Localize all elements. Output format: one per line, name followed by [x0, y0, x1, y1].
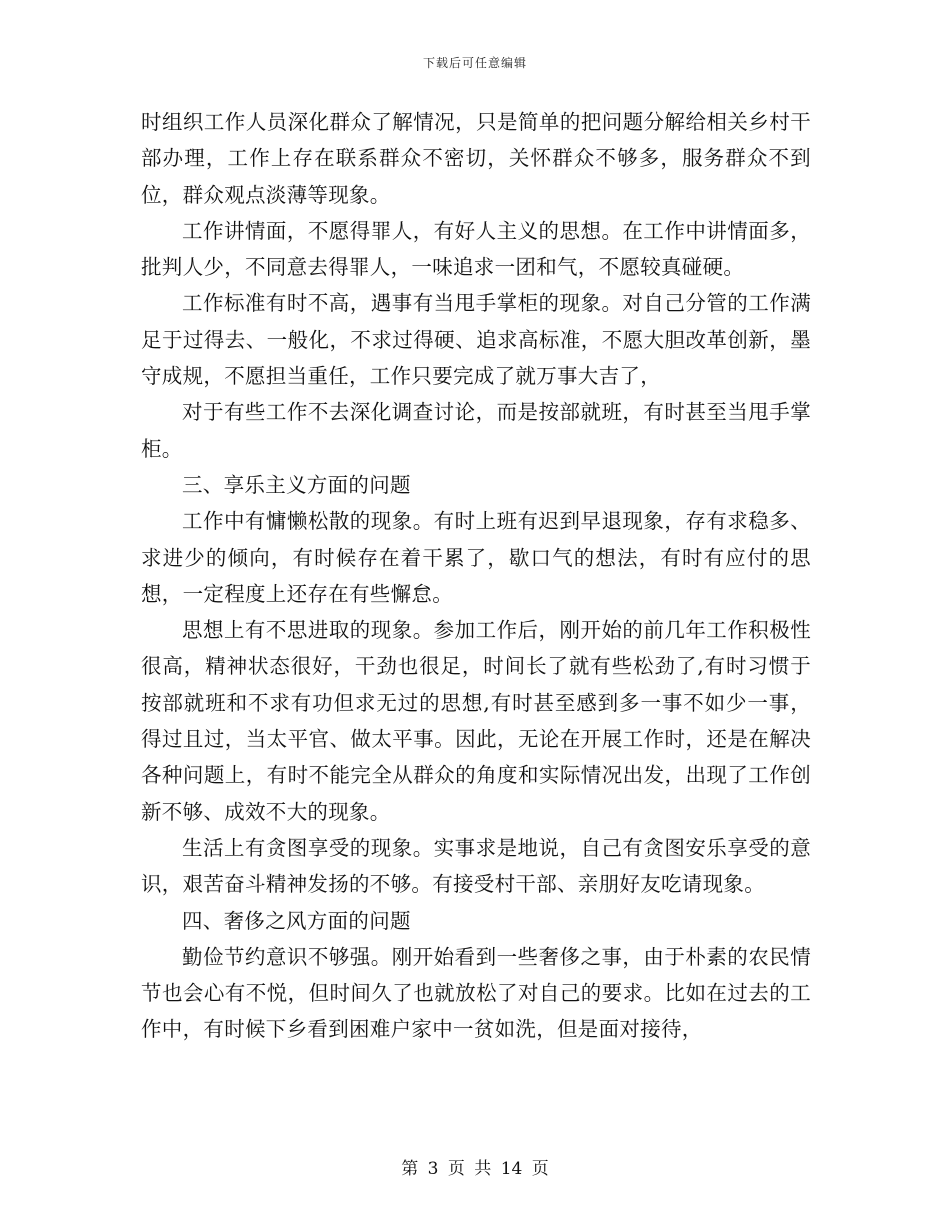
- section-heading-4: 四、奢侈之风方面的问题: [182, 908, 411, 933]
- document-body: [141, 104, 811, 1048]
- page-header: 下载后可任意编辑: [422, 56, 527, 70]
- paragraph-8: 勤俭节约意识不够强。刚开始看到一些奢侈之事，由于朴素的农民情节也会心有不悦，但时间久了也就放松了对自己的要求。比如在过去的工作中，有时候下乡看到困难户家中一贫如洗，但是面对接待，: [141, 944, 811, 1042]
- paragraph-2: 工作讲情面，不愿得罪人，有好人主义的思想。在工作中讲情面多，批判人少，不同意去得罪人，一味追求一团和气，不愿较真碰硬。: [141, 218, 811, 280]
- page-footer: 第 3 页 共 14 页: [401, 1159, 549, 1179]
- paragraph-5: 工作中有慵懒松散的现象。有时上班有迟到早退现象，存有求稳多、求进少的倾向，有时候存在着干累了，歇口气的想法，有时有应付的思想，一定程度上还存在有些懈怠。: [141, 509, 811, 606]
- paragraph-4: 对于有些工作不去深化调查讨论，而是按部就班，有时甚至当甩手掌柜。: [141, 400, 811, 461]
- paragraph-6: 思想上有不思进取的现象。参加工作后，刚开始的前几年工作积极性很高，精神状态很好，干劲也很足，时间长了就有些松劲了,有时习惯于按部就班和不求有功但求无过的思想,有时甚至感到多一事不如少一事，得过且过，当太平官、做太平事。因此，无论在开展工作时，还是在解决各种问题上，有时不能完全从群众的角度和实际情况出发，出现了工作创新不够、成效不大的现象。: [141, 618, 811, 824]
- section-heading-3: 三、享乐主义方面的问题: [182, 472, 411, 497]
- paragraph-3: 工作标准有时不高，遇事有当甩手掌柜的现象。对自己分管的工作满足于过得去、一般化，不求过得硬、追求高标准，不愿大胆改革创新，墨守成规，不愿担当重任，工作只要完成了就万事大吉了，: [141, 291, 811, 389]
- paragraph-7: 生活上有贪图享受的现象。实事求是地说，自己有贪图安乐享受的意识，艰苦奋斗精神发扬的不够。有接受村干部、亲朋好友吃请现象。: [141, 835, 811, 897]
- paragraph-1: 时组织工作人员深化群众了解情况，只是简单的把问题分解给相关乡村干部办理，工作上存在联系群众不密切，关怀群众不够多，服务群众不到位，群众观点淡薄等现象。: [141, 110, 811, 207]
